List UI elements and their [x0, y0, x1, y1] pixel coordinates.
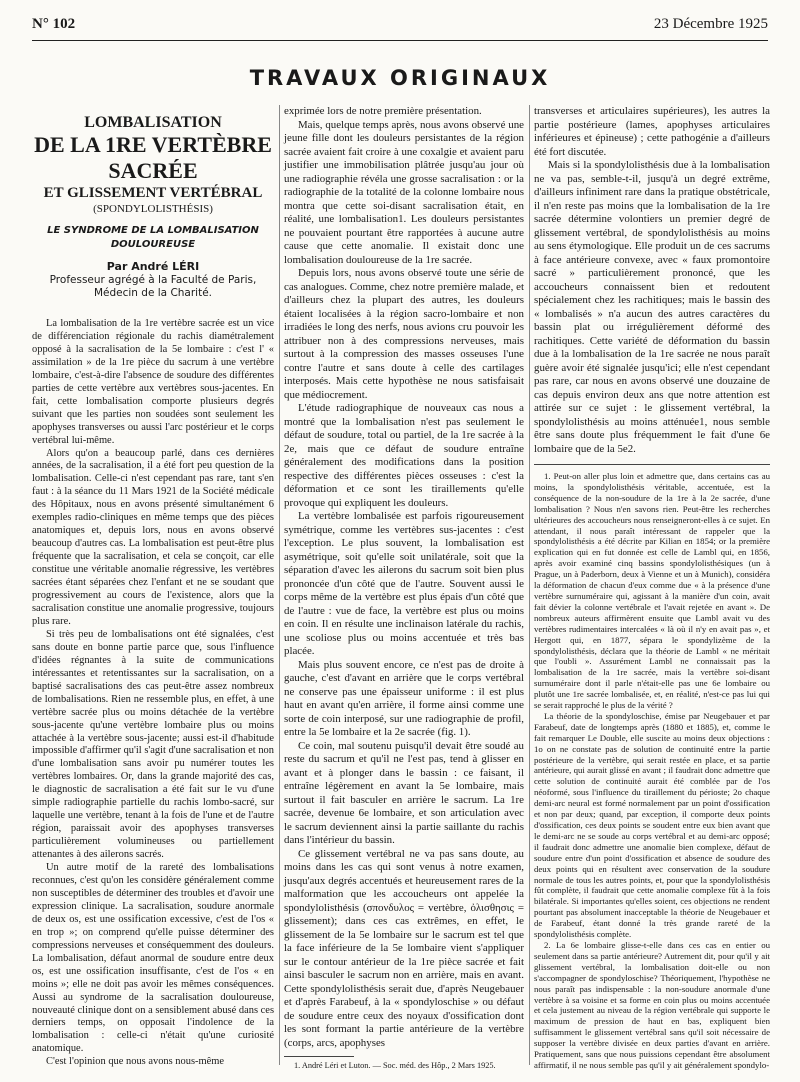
column-1	[32, 105, 274, 1069]
paragraph: Si très peu de lombalisations ont été signalées, c'est sans doute en bonne partie parce que, sous l'influence d'idées régnantes à la suite de communications intéressantes et retentissantes sur la sacralisation, on a baptisé sacralisations des cas peut-être assez nombreux de lombalisations. Rien ne ressemble plus, en effet, à une vertèbre sacrée plus ou moins détachée de la vertèbre sous-jacente qu'une vertèbre lombaire plus ou moins attachée à la vertèbre sous-jacente; aussi est-il d'habitude impossible d'affirmer qu'il s'agit d'une sacralisation et non d'une lombalisation sans avoir pu numérer toutes les vertèbres lombaires. Or, dans la grande majorité des cas, le diagnostic de sacralisation a été fait sur le vu d'une simple radiographie partielle du rachis lombo-sacré, sur laquelle une vertèbre, tenant à la fois de l'une et de l'autre région, paraissait avoir des apophyses transverses particulièrement volumineuses ou partiellement attenantes à des ailerons sacrés.	[32, 628, 274, 861]
issue-date: 23 Décembre 1925	[653, 16, 768, 32]
page-header	[32, 12, 768, 34]
paragraph: Ce glissement vertébral ne va pas sans doute, au moins dans les cas qui sont venus à notre examen, jusqu'aux degrés accentués et heureusement rares de la malformation que les accoucheurs ont appelée la spondylolisthésis (σπονδυλος = vertèbre, ὀλισθησις = glissement); dans ces cas extrêmes, en effet, le glissement de la 5e lombaire sur le sacrum est tel que la face inférieure de la 5e lombaire vient s'appliquer sur le contour antérieur de la 1re pièce sacrée et fait ainsi basculer le sacrum non en arrière, mais en avant. Cette spondylolisthésis serait due, d'après Neugebauer et d'après Farabeuf, à la « spondyloschise » ou défaut de soudure entre ceux des noyaux d'ossification dont les sont formant la partie antérieure de la vertèbre (corps, arcs, apophyses	[284, 847, 524, 1049]
paragraph: L'étude radiographique de nouveaux cas nous a montré que la lombalisation n'est pas seulement le défaut de soudure, total ou partiel, de la 1re sacrée à la 2e, mais que ce défaut de soudure entraîne généralement des modifications dans la position respective des différentes pièces osseuses : c'est la déformation et ce sont les tiraillements qu'elle provoque qui expliquent les douleurs.	[284, 402, 524, 509]
note: La théorie de la spondyloschise, émise par Neugebauer et par Farabeuf, date de longtemps après (1880 et 1885), et, comme le fait remarquer Le Double, elle suscite au moins deux objections : 1o on ne constate pas de solution de continuité entre la partie postérieure de la vertèbre, qui serait restée en place, et sa partie antérieure, qui aurait glissé en avant ; il faudrait donc admettre que cette solution de continuité aurait été comblée par de l'os néoformé, sous l'influence du tiraillement du périoste; 2o chaque demi-arc neural est formé normalement par un point d'ossification et non par deux; quand, par exception, il comporte deux points d'ossification, ces deux points se soudent entre eux bien avant que le demi-arc ne se soude au corps vertébral et au demi-arc opposé; il faudrait donc admettre une anomalie bien complexe, défaut de soudure entre d'un point d'ossification et absence de soudure des deux points qui en résultent avec conservation de la soudure normale de tous les autres points, et, pour que la spondylolisthésis fût complète, il faudrait que cette anomalie complexe fût à la fois bilatérale. Si importantes qu'elles soient, ces objections ne rendent pourtant pas absolument inacceptable la théorie de Neugebauer et de Farabeuf, étant donné la très grande rareté de la spondylolisthésis complète.	[534, 710, 770, 940]
article-title-line-1: LOMBALISATION	[84, 114, 222, 131]
footnote-rule	[284, 1056, 354, 1057]
column-3	[534, 105, 770, 1071]
notes-block	[534, 471, 770, 1071]
affiliation-line-2: Médecin de la Charité.	[93, 287, 213, 299]
affiliation-line-1: Professeur agrégé à la Faculté de Paris,	[49, 274, 257, 286]
paragraph: Un autre motif de la rareté des lombalisations reconnues, c'est qu'on les considère généralement comme non susceptibles de déterminer des troubles et d'avoir une expression clinique. La sacralisation, soudure anormale de deux os, est une ossification excessive, c'est de l'os « en trop »; on comprend qu'elle puisse déterminer des compressions nerveuses et conséquemment des douleurs. La lombalisation, défaut anormal de soudure entre deux os, est une ossification insuffisante, c'est de l'os « en moins »; elle ne doit pas avoir les mêmes conséquences. Aussi au syndrome de la sacralisation douloureuse, nouveauté clinique dont on a sensiblement abusé dans ces derniers temps, on opposait l'indolence de la lombalisation : celle-ci n'était qu'une curiosité anatomique.	[32, 862, 274, 1055]
notes-rule	[534, 464, 770, 465]
article-subtitle: LE SYNDROME DE LA LOMBALISATION DOULOUREUSE	[47, 225, 259, 250]
column-divider-1	[279, 105, 280, 1065]
paragraph: C'est l'opinion que nous avons nous-même	[46, 1056, 224, 1068]
section-title: TRAVAUX ORIGINAUX	[249, 66, 551, 90]
footnote: 1. André Léri et Luton. — Soc. méd. des Hôp., 2 Mars 1925.	[294, 1061, 496, 1070]
paragraph: La vertèbre lombalisée est parfois rigoureusement symétrique, comme les vertèbres sus-jacentes : c'est l'exception. Le plus souvent, la lombalisation est asymétrique, soit qu'elle soit unilatérale, soit que la séparation d'avec les ailerons du sacrum soit bien plus prononcée d'un côté que de l'autre. Souvent aussi le corps même de la vertèbre est plus épais d'un côté que de l'autre : vue de face, la vertèbre est plus ou moins en coin. Il en résulte une inclinaison latérale du rachis, une scoliose plus ou moins accentuée et très bas placée.	[284, 510, 524, 657]
paragraph: Alors qu'on a beaucoup parlé, dans ces dernières années, de la sacralisation, il a été fort peu question de la lombalisation. Celle-ci n'est cependant pas rare, tant s'en faut : à la séance du 11 Mars 1921 de la Société médicale des Hôpitaux, nous en avons présenté simultanément 6 exemples radio-cliniques en même temps que des pièces anatomiques et, depuis lors, nous en avons observé beaucoup d'autres cas. La lombalisation est peut-être plus fréquente que la sacralisation, et cela se conçoit, car elle constitue une véritable anomalie régressive, les vertèbres sacrées étant séparées chez l'enfant et ne se soudant que progressivement au cours de l'existence, alors que la sacralisation constitue une anomalie progressive, toujours plus rare.	[32, 447, 274, 627]
note: 2. La 6e lombaire glisse-t-elle dans ces cas en entier ou seulement dans sa partie antérieure? Autrement dit, pour qu'il y ait glissement vertébral, la lombalisation doit-elle ou non s'accompagner de spondyloschise? Théoriquement, l'hypothèse ne nous paraît pas indispensable : la non-soudure anormale d'une vertèbre à sa voisine et sa forme en coin plus ou moins accentuée et cela justement au niveau de la région vertébrale qui supporte le maximum de pression de haut en bas, expliquent bien suffisamment le glissement vertébral sans qu'il soit nécessaire de supposer la vertèbre divisée en deux parties d'avant en arrière. Pratiquement, sans que nous puissions cependant être absolument affirmatif, il ne nous semble pas qu'il y ait généralement spondylo-	[534, 939, 770, 1070]
paragraph: Depuis lors, nous avons observé toute une série de cas analogues. Comme, chez notre première malade, et d'ailleurs chez la plupart des autres, les douleurs étaient localisées à la région sacro-lombaire et non irradiées le long des nerfs, nous avions cru pouvoir les attribuer non à des compressions nerveuses, mais surtout à la compression des masses osseuses l'une contre l'autre et sans doute à celle des cartilages interposés. Mais cette hypothèse ne nous satisfaisait que médiocrement.	[284, 267, 524, 401]
paragraph: La lombalisation de la 1re vertèbre sacrée est un vice de différenciation régionale du rachis diamétralement opposé à la sacralisation de la 5e lombaire : c'est l' « assimilation » de la 1re pièce du sacrum à une vertèbre lombaire, c'est-à-dire l'absence de soudure des différentes parties de cette vertèbre aux vertèbres sous-jacentes. En fait, cette lombalisation comporte plusieurs degrés suivant que les parties non soudées sont seulement les apophyses transverses ou aussi l'arc postérieur et le corps vertébral lui-même.	[32, 318, 274, 446]
paragraph: Mais, quelque temps après, nous avons observé une jeune fille dont les douleurs persistantes de la région sacrée avaient fait croire à une coxalgie et avaient paru justifier une immobilisation plâtrée jusqu'au jour où une radiographie révéla une grosse sacralisation : or la radiographie de la totalité de la colonne lombaire nous montra que cette soi-disant sacralisation était, en réalité, une lombalisation1. Les douleurs persistantes ne pouvaient pourtant être rapportées à aucune autre cause que cette anomalie. Il existait donc une lombalisation douloureuse de la 1re sacrée.	[284, 118, 524, 266]
paragraph: exprimée lors de notre première présentation.	[284, 105, 482, 117]
paragraph: Ce coin, mal soutenu puisqu'il devait être soudé au reste du sacrum et qu'il ne l'est pas, tend à glisser en avant et à plonger dans le bassin : ce faisant, il entraîne légèrement en avant la 5e lombaire, mais surtout il fait basculer en arrière le sacrum. La 1re sacrée, devenue 6e lombaire, et son articulation avec le sacrum deviennent ainsi la partie saillante du rachis dans l'intérieur du bassin.	[284, 739, 524, 846]
byline: Par André LÉRI	[106, 260, 200, 273]
article-title-line-4: (SPONDYLOLISTHÉSIS)	[93, 203, 213, 215]
paragraph: Mais si la spondylolisthésis due à la lombalisation ne va pas, semble-t-il, jusqu'à un degré extrême, d'ailleurs infiniment rare dans la pratique obstétricale, il n'en reste pas moins que la lombalisation de la 1re sacrée détermine volontiers un premier degré de glissement vertébral, de spondylolisthésis au moins au sens étymologique. Elle produit un de ces sacrums à face antérieure convexe, avec « faux promontoire sacré » particulièrement prononcé, que les accoucheurs connaissent bien et redoutent spécialement chez les rachitiques; mais le bassin des « lombalisés » n'a aucun des autres caractères du bassin plat ou irrégulièrement déformé des rachitiques. Cette variété de déformation du bassin due à la lombalisation de la 1re sacrée ne nous paraît guère avoir été signalée jusqu'ici; elle n'est cependant pas rare, car nous en avons observé une douzaine de cas depuis environ deux ans que notre attention est attirée sur ce sujet : le glissement vertébral, la spondylolisthésis au moins atténuée1, nous semble être sans doute plus fréquemment le fait d'une 6e lombaire que de la 5e2.	[534, 159, 770, 455]
note: 1. Peut-on aller plus loin et admettre que, dans certains cas au moins, la spondylolisthésis véritable, accentuée, est la conséquence de la non-soudure de la 1re à la 2e sacrée, d'une lombalisation ? Nous n'en savons rien. Peut-être les recherches ultérieures des accoucheurs nous renseigneront-elles à ce sujet. En attendant, il nous paraît intéressant de rappeler que la spondylolisthésis a été décrite par Kilian en 1854; or la première explication qui en fut donnée est celle de Lambl qui, en 1856, après avoir examiné cinq bassins spondylolisthésiques (un à Prague, un à Paderborn, deux à Vienne et un à Munich), considéra la déformation de chacun d'eux comme due « à la présence d'une vertèbre surnuméraire qui, agissant à la manière d'un coin, avait fait dévier la colonne vertébrale et l'avait rejetée en avant ». De nombreux auteurs affirmèrent ensuite que Lambl avait vu des vertèbres rudimentaires intercalées « là où il n'y en avait pas », et Hergott qui, en 1877, sépara le spondylizème de la spondylolisthésis, déclara que la théorie de Lambl « ne méritait que l'oubli ». Assurément Lambl ne connaissait pas la lombalisation de la 1re sacrée, mais la vertèbre soi-disant surnuméraire dont il parle n'était-elle pas une 6e lombaire ou plutôt une 1re sacrée lombalisée, et, en réalité, n'est-ce pas lui qui se serait rapproché le plus de la vérité ?	[534, 471, 770, 711]
column-divider-2	[529, 105, 530, 1065]
column-2	[284, 105, 524, 1072]
issue-number: N° 102	[32, 16, 76, 32]
paragraph: transverses et articulaires supérieures), les autres la partie postérieure (lames, apophyses articulaires inférieures et épineuse) ; cette pathogénie a d'ailleurs été fort discutée.	[534, 105, 770, 158]
article-title-line-2: DE LA 1RE VERTÈBRE SACRÉE	[34, 132, 272, 183]
paragraph: Mais plus souvent encore, ce n'est pas de droite à gauche, c'est d'avant en arrière que le corps vertébral ne conserve pas une épaisseur uniforme : il est plus haut en avant qu'en arrière, il forme ainsi comme une sorte de coin interposé, sur une radiographie de profil, entre la 5e lombaire et la 2e sacrée (fig. 1).	[284, 658, 524, 738]
header-rule	[32, 40, 768, 41]
article-title-line-3: ET GLISSEMENT VERTÉBRAL	[43, 185, 263, 201]
